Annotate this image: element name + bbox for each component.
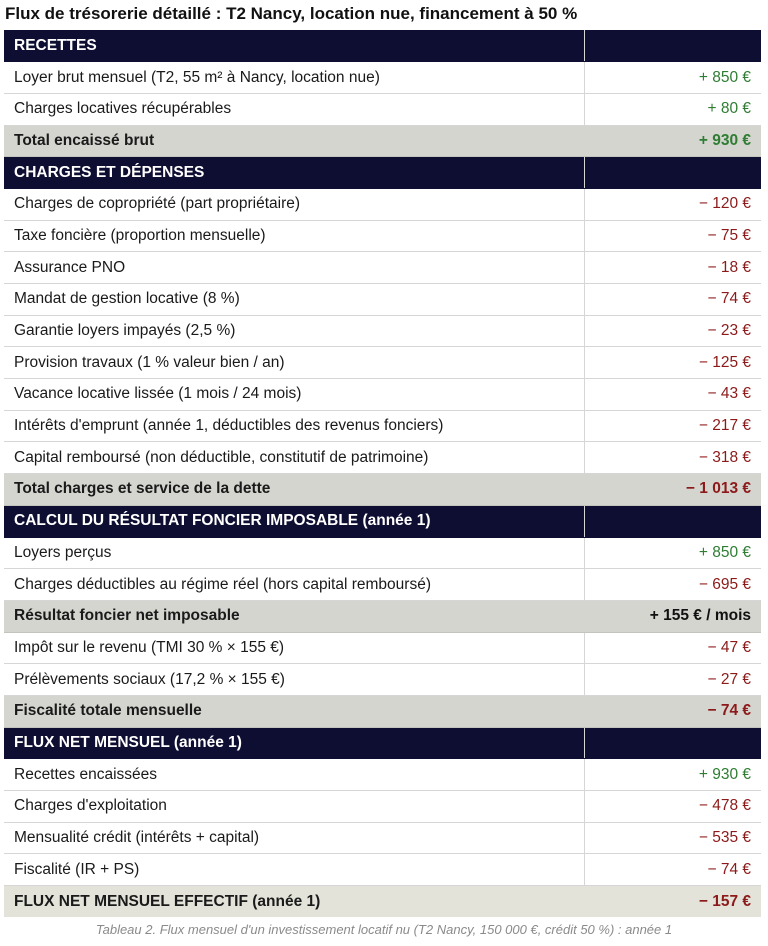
row-label: Loyers perçus (4, 537, 584, 569)
table-row (4, 379, 761, 411)
row-value: − 157 € (584, 886, 761, 918)
table-row (4, 442, 761, 474)
row-value (584, 157, 761, 189)
table-row (4, 569, 761, 601)
row-label: Taxe foncière (proportion mensuelle) (4, 220, 584, 252)
subtotal-row (4, 125, 761, 157)
cash-flow-table-body (4, 30, 761, 917)
table-row (4, 315, 761, 347)
row-value: + 930 € (584, 759, 761, 791)
row-value: + 80 € (584, 93, 761, 125)
table-caption: Tableau 2. Flux mensuel d'un investissement locatif nu (T2 Nancy, 150 000 €, crédit 50 %) : année 1 (95, 922, 673, 937)
section-header-row (4, 30, 761, 62)
table-row (4, 93, 761, 125)
row-value (584, 727, 761, 759)
section-header-row (4, 727, 761, 759)
section-title: RECETTES (4, 30, 584, 62)
row-value: − 318 € (584, 442, 761, 474)
row-value: + 155 € / mois (584, 600, 761, 632)
section-title: FLUX NET MENSUEL (année 1) (4, 727, 584, 759)
row-label: Garantie loyers impayés (2,5 %) (4, 315, 584, 347)
row-value: − 47 € (584, 632, 761, 664)
section-header-row (4, 505, 761, 537)
table-row (4, 822, 761, 854)
row-label: Impôt sur le revenu (TMI 30 % × 155 €) (4, 632, 584, 664)
row-value: − 535 € (584, 822, 761, 854)
row-value: + 850 € (584, 62, 761, 94)
row-value: − 74 € (584, 695, 761, 727)
row-label: Vacance locative lissée (1 mois / 24 mois) (4, 379, 584, 411)
row-value: − 18 € (584, 252, 761, 284)
table-row (4, 759, 761, 791)
row-label: Mensualité crédit (intérêts + capital) (4, 822, 584, 854)
subtotal-row (4, 600, 761, 632)
row-value: − 125 € (584, 347, 761, 379)
row-value: − 27 € (584, 664, 761, 696)
row-value: − 43 € (584, 379, 761, 411)
row-value: + 930 € (584, 125, 761, 157)
row-label: Intérêts d'emprunt (année 1, déductibles des revenus fonciers) (4, 410, 584, 442)
row-value: − 74 € (584, 854, 761, 886)
cash-flow-table (4, 30, 761, 917)
row-value: − 75 € (584, 220, 761, 252)
subtotal-row (4, 695, 761, 727)
row-label: Fiscalité totale mensuelle (4, 695, 584, 727)
row-value: − 23 € (584, 315, 761, 347)
row-value: − 478 € (584, 791, 761, 823)
row-label: Mandat de gestion locative (8 %) (4, 284, 584, 316)
row-value (584, 505, 761, 537)
table-row (4, 664, 761, 696)
table-row (4, 188, 761, 220)
row-label: Loyer brut mensuel (T2, 55 m² à Nancy, location nue) (4, 62, 584, 94)
row-value: − 120 € (584, 188, 761, 220)
table-row (4, 284, 761, 316)
row-label: Fiscalité (IR + PS) (4, 854, 584, 886)
row-label: Capital remboursé (non déductible, constitutif de patrimoine) (4, 442, 584, 474)
table-row (4, 537, 761, 569)
row-label: Total encaissé brut (4, 125, 584, 157)
row-value: − 217 € (584, 410, 761, 442)
subtotal-row (4, 474, 761, 506)
row-label: Prélèvements sociaux (17,2 % × 155 €) (4, 664, 584, 696)
row-value (584, 30, 761, 62)
row-value: − 74 € (584, 284, 761, 316)
row-value: + 850 € (584, 537, 761, 569)
table-row (4, 410, 761, 442)
row-label: Charges déductibles au régime réel (hors capital remboursé) (4, 569, 584, 601)
row-label: Résultat foncier net imposable (4, 600, 584, 632)
row-label: FLUX NET MENSUEL EFFECTIF (année 1) (4, 886, 584, 918)
section-title: CALCUL DU RÉSULTAT FONCIER IMPOSABLE (année 1) (4, 505, 584, 537)
table-row (4, 62, 761, 94)
table-row (4, 252, 761, 284)
table-row (4, 854, 761, 886)
row-label: Provision travaux (1 % valeur bien / an) (4, 347, 584, 379)
section-header-row (4, 157, 761, 189)
row-label: Assurance PNO (4, 252, 584, 284)
table-row (4, 632, 761, 664)
row-value: − 1 013 € (584, 474, 761, 506)
row-value: − 695 € (584, 569, 761, 601)
row-label: Charges locatives récupérables (4, 93, 584, 125)
row-label: Charges d'exploitation (4, 791, 584, 823)
table-row (4, 791, 761, 823)
table-row (4, 347, 761, 379)
final-total-row (4, 886, 761, 918)
table-row (4, 220, 761, 252)
table-title: Flux de trésorerie détaillé : T2 Nancy, location nue, financement à 50 % (5, 4, 578, 23)
row-label: Recettes encaissées (4, 759, 584, 791)
row-label: Total charges et service de la dette (4, 474, 584, 506)
section-title: CHARGES ET DÉPENSES (4, 157, 584, 189)
row-label: Charges de copropriété (part propriétaire) (4, 188, 584, 220)
